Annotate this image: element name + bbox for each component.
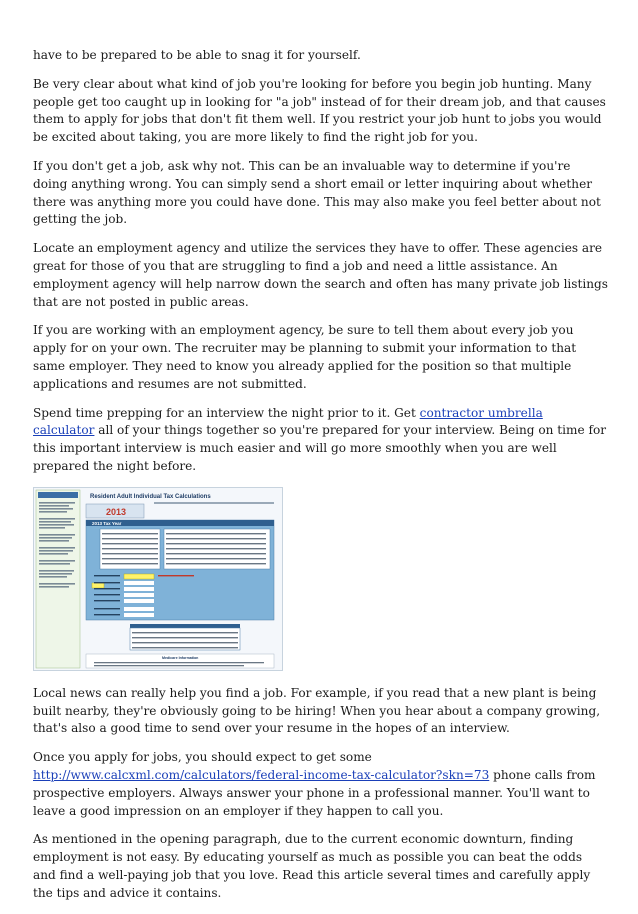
income-tax-calculator-link[interactable]: http://www.calcxml.com/calculators/federal-income-tax-calculator?skn=73 — [33, 767, 490, 782]
figure-footer-heading: Medicare Information — [162, 655, 199, 660]
paragraph: have to be prepared to be able to snag it for yourself. — [33, 48, 361, 62]
paragraph-text: Once you apply for jobs, you should expect to get some — [33, 750, 372, 765]
paragraph: As mentioned in the opening paragraph, due to the current economic downturn, finding employment is not easy. By educating yourself as much as possible you can beat the odds and find a well-paying job that you love. Read this article several times and carefully apply the tips and advice it contains. — [33, 832, 591, 900]
umbrella-calculator-link[interactable]: contractor umbrella calculator — [33, 405, 543, 438]
paragraph: Be very clear about what kind of job you're looking for before you begin job hunting. Many people get too caught up in looking for "a job" instead of for their dream job, and that causes them to apply for jobs that don't fit them well. If you restrict your job hunt to jobs you would be excited about taking, you are more likely to find the right job for you. — [33, 76, 606, 145]
paragraph: If you are working with an employment agency, be sure to tell them about every job you apply for on your own. The recruiter may be planning to submit your information to that same employer. They need to know you already applied for the position so that multiple applications and resumes are not submitted. — [33, 323, 577, 391]
figure-tax-year: 2013 Tax Year — [92, 520, 122, 526]
tax-calculator-screenshot — [33, 487, 283, 671]
paragraph-text: Spend time prepping for an interview the night prior to it. Get — [33, 405, 420, 420]
paragraph: Local news can really help you find a job. For example, if you read that a new plant is being built nearby, they're obviously going to be hiring! When you hear about a company growing, that's also a good time to send over your resume in the hopes of an interview. — [33, 685, 601, 736]
tax-calculator-image — [34, 488, 282, 670]
figure-title: Resident Adult Individual Tax Calculations — [90, 493, 211, 500]
paragraph — [33, 405, 608, 476]
paragraph-text: phone calls from prospective employers. Always answer your phone in a professional manner. You'll want to leave a good impression on an employer if they happen to call you. — [33, 767, 596, 818]
paragraph-text: all of your things together so you're prepared for your interview. Being on time for this important interview is much easier and will go more smoothly when you are well prepared the night before. — [33, 423, 607, 473]
article-body — [33, 0, 608, 914]
figure-year: 2013 — [106, 506, 127, 517]
paragraph — [33, 749, 608, 820]
paragraph: Locate an employment agency and utilize the services they have to offer. These agencies are great for those of you that are struggling to find a job and need a little assistance. An employment agency will help narrow down the search and often has many private job listings that are not posted in public areas. — [33, 241, 608, 309]
paragraph: If you don't get a job, ask why not. This can be an invaluable way to determine if you're doing anything wrong. You can simply send a short email or letter inquiring about whether there was anything more you could have done. This may also make you feel better about not getting the job. — [33, 158, 601, 227]
